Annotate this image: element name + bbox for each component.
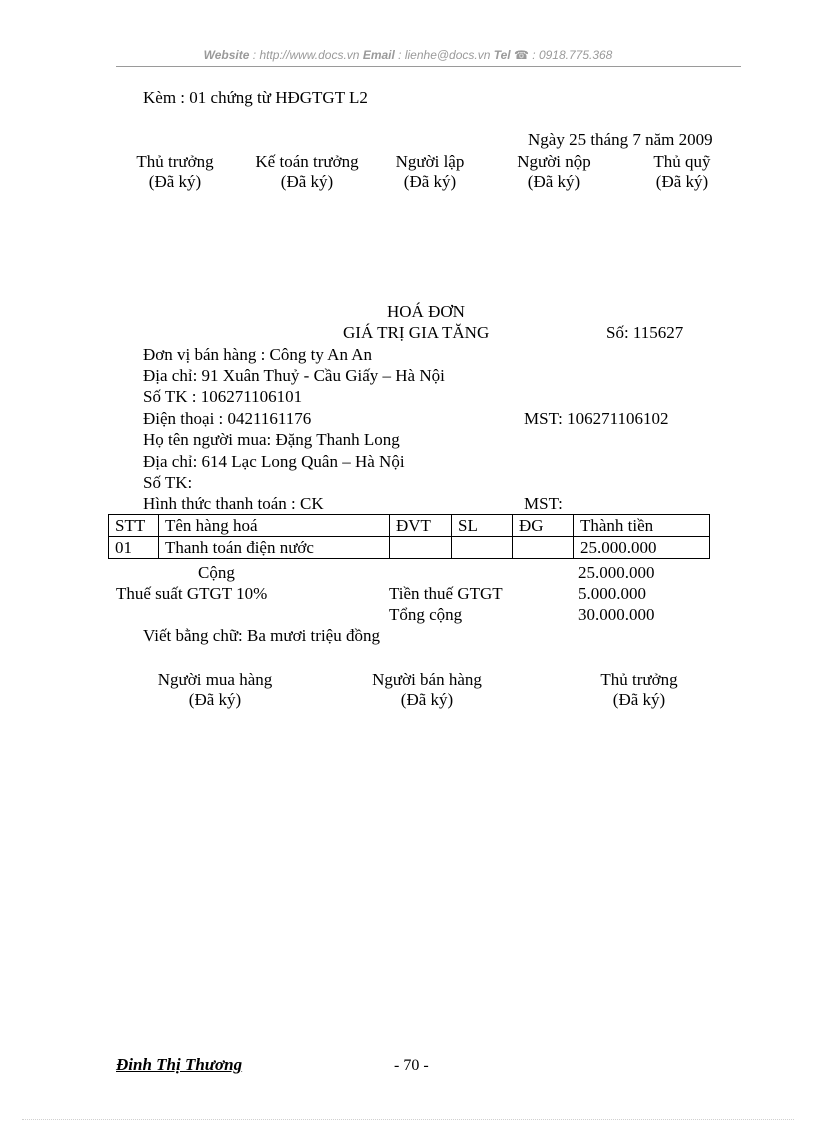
grand-total-label: Tổng cộng bbox=[389, 605, 463, 624]
grand-total-value: 30.000.000 bbox=[578, 605, 655, 624]
table-cell bbox=[390, 537, 452, 559]
column-header: SL bbox=[452, 515, 513, 537]
signature-payer bbox=[500, 152, 608, 192]
column-header: ĐG bbox=[513, 515, 574, 537]
buyer-tax-code: MST: bbox=[524, 494, 563, 513]
column-header: Tên hàng hoá bbox=[159, 515, 390, 537]
attachment-note: Kèm : 01 chứng từ HĐGTGT L2 bbox=[143, 88, 368, 107]
signature-title: Người bán hàng bbox=[372, 670, 482, 689]
seller-name: Đơn vị bán hàng : Công ty An An bbox=[143, 345, 373, 364]
tel-label: Tel ☎ bbox=[493, 48, 529, 62]
bottom-divider bbox=[22, 1119, 794, 1120]
signature-title: Người mua hàng bbox=[157, 670, 273, 689]
signature-status: (Đã ký) bbox=[403, 172, 457, 191]
table-cell: 25.000.000 bbox=[574, 537, 710, 559]
website-label: Website bbox=[203, 48, 250, 62]
subtotal-label: Cộng bbox=[198, 563, 235, 582]
signature-seller bbox=[352, 670, 502, 710]
tax-rate: Thuế suất GTGT 10% bbox=[116, 584, 268, 603]
header-rule bbox=[116, 66, 741, 67]
amount-in-words: Viết bằng chữ: Ba mươi triệu đồng bbox=[143, 626, 380, 645]
column-header: STT bbox=[109, 515, 159, 537]
signature-preparer bbox=[375, 152, 485, 192]
signature-title: Người lập bbox=[395, 152, 465, 171]
column-header: Thành tiền bbox=[574, 515, 710, 537]
signature-status: (Đã ký) bbox=[612, 690, 666, 709]
payment-method: Hình thức thanh toán : CK bbox=[143, 494, 324, 513]
tax-amount-label: Tiền thuế GTGT bbox=[389, 584, 503, 603]
seller-address: Địa chỉ: 91 Xuân Thuỷ - Cầu Giấy – Hà Nội bbox=[143, 366, 445, 385]
signature-status: (Đã ký) bbox=[527, 172, 581, 191]
signature-title: Thủ quỹ bbox=[653, 152, 711, 171]
signature-status: (Đã ký) bbox=[280, 172, 334, 191]
author-name: Đinh Thị Thương bbox=[116, 1055, 243, 1074]
signature-status: (Đã ký) bbox=[188, 690, 242, 709]
page-header bbox=[0, 48, 816, 62]
signature-title: Thủ trưởng bbox=[600, 670, 678, 689]
seller-account: Số TK : 106271106101 bbox=[143, 387, 303, 406]
buyer-address: Địa chỉ: 614 Lạc Long Quân – Hà Nội bbox=[143, 452, 405, 471]
column-header: ĐVT bbox=[390, 515, 452, 537]
table-cell: Thanh toán điện nước bbox=[159, 537, 390, 559]
invoice-items-table bbox=[108, 514, 710, 559]
table-cell: 01 bbox=[109, 537, 159, 559]
table-header-row bbox=[109, 515, 710, 537]
signature-status: (Đã ký) bbox=[148, 172, 202, 191]
table-cell bbox=[513, 537, 574, 559]
signature-status: (Đã ký) bbox=[400, 690, 454, 709]
seller-tax-code: MST: 106271106102 bbox=[524, 409, 669, 428]
email-value[interactable]: : lienhe@docs.vn bbox=[394, 48, 494, 62]
buyer-name: Họ tên người mua: Đặng Thanh Long bbox=[143, 430, 400, 449]
invoice-number: Số: 115627 bbox=[606, 323, 684, 342]
invoice-subtitle: GIÁ TRỊ GIA TĂNG bbox=[343, 323, 490, 342]
signature-title: Kế toán trưởng bbox=[255, 152, 359, 171]
website-value[interactable]: : http://www.docs.vn bbox=[249, 48, 363, 62]
email-label: Email bbox=[362, 48, 395, 62]
signature-chief-accountant bbox=[242, 152, 372, 192]
signature-status: (Đã ký) bbox=[655, 172, 709, 191]
seller-phone: Điện thoại : 0421161176 bbox=[143, 409, 312, 428]
tax-amount-value: 5.000.000 bbox=[578, 584, 646, 603]
signature-title: Thủ trưởng bbox=[136, 152, 214, 171]
signature-title: Người nộp bbox=[517, 152, 591, 171]
signature-cashier bbox=[627, 152, 737, 192]
invoice-title: HOÁ ĐƠN bbox=[387, 302, 465, 321]
table-row bbox=[109, 537, 710, 559]
buyer-account: Số TK: bbox=[143, 473, 193, 492]
page-number: - 70 - bbox=[394, 1057, 429, 1074]
subtotal-value: 25.000.000 bbox=[578, 563, 655, 582]
signature-buyer bbox=[140, 670, 290, 710]
signature-head bbox=[574, 670, 704, 710]
document-date: Ngày 25 tháng 7 năm 2009 bbox=[528, 130, 713, 149]
signature-director bbox=[115, 152, 235, 192]
tel-value: : 0918.775.368 bbox=[528, 48, 613, 62]
table-cell bbox=[452, 537, 513, 559]
